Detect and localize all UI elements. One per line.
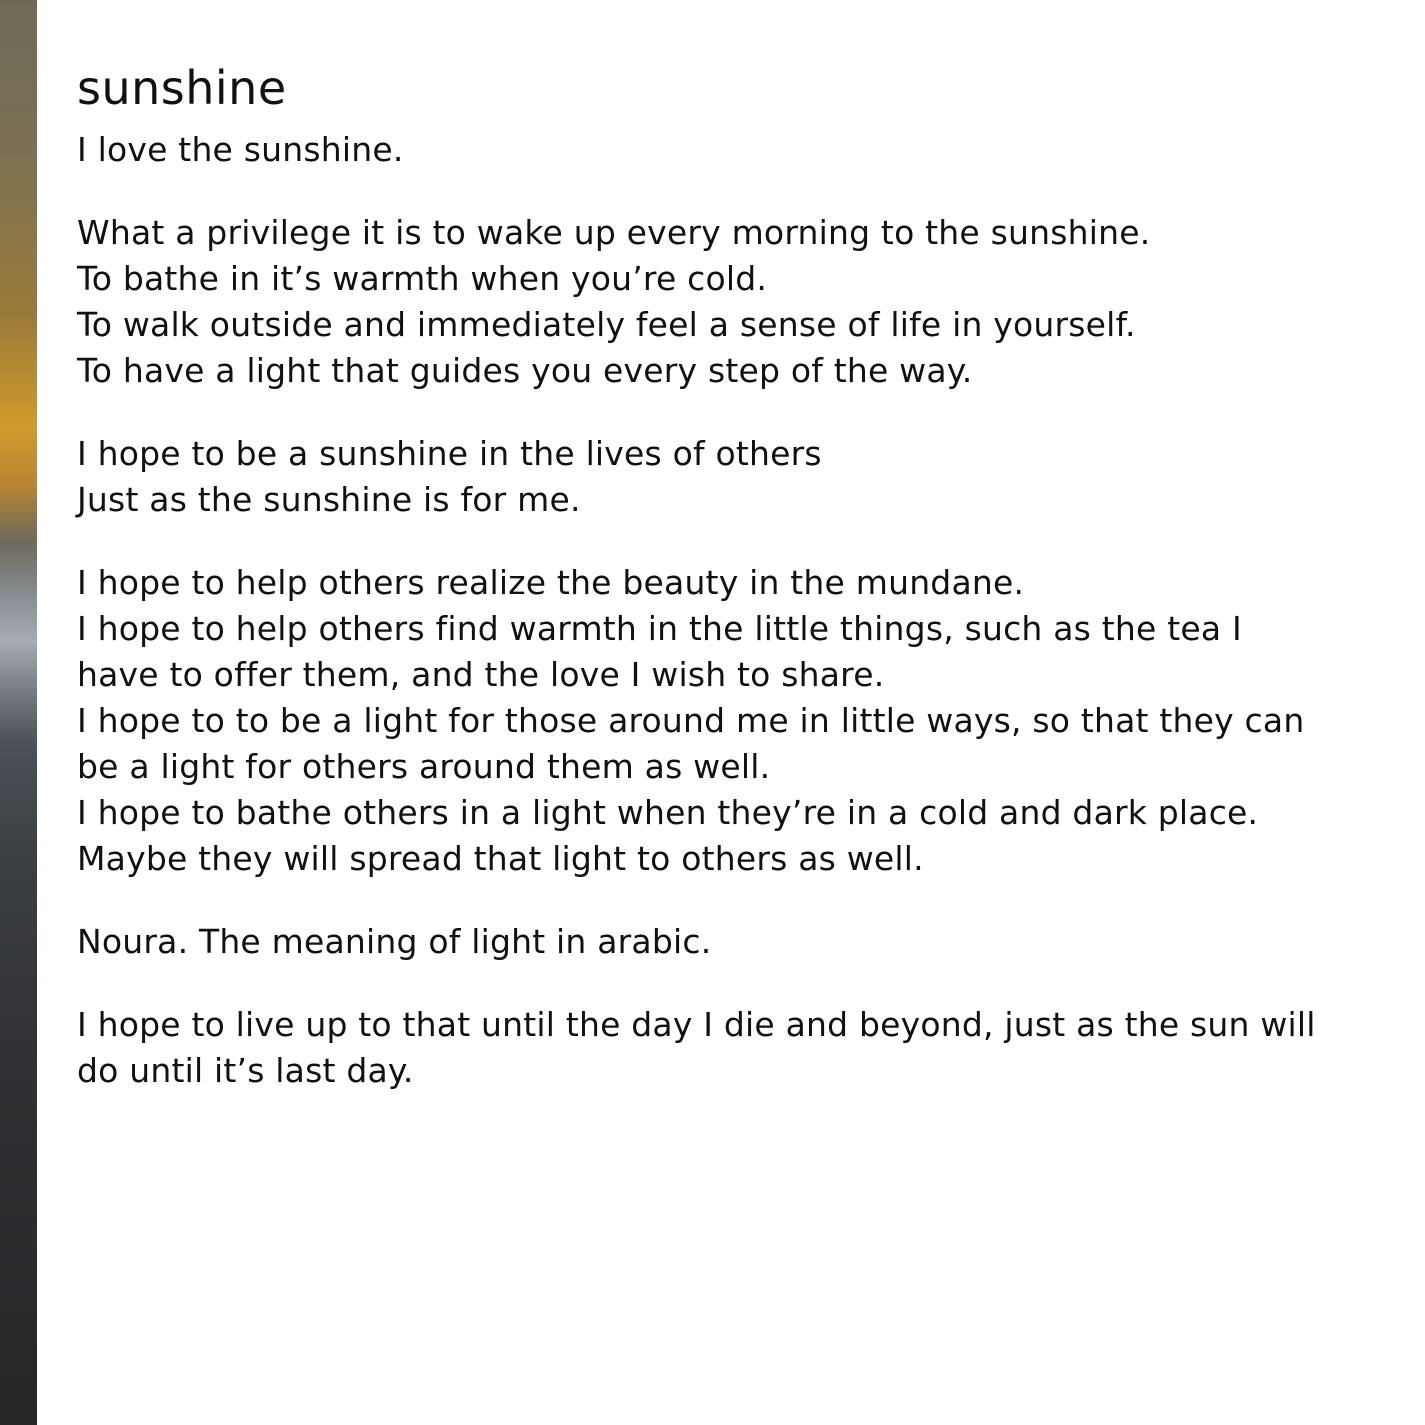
poem-line: Maybe they will spread that light to others as well. — [77, 838, 924, 878]
sunset-photo-strip — [0, 0, 37, 1425]
poem-line: Noura. The meaning of light in arabic. — [77, 921, 712, 961]
poem-line: I hope to bathe others in a light when they’re in a cold and dark place. — [77, 792, 1259, 832]
poem-line: I hope to help others realize the beauty in the mundane. — [77, 562, 1025, 602]
poem-line: I hope to help others find warmth in the little things, such as the tea I — [77, 608, 1242, 648]
poem-line: To walk outside and immediately feel a sense of life in yourself. — [77, 304, 1136, 344]
poem-line: Just as the sunshine is for me. — [77, 479, 581, 519]
poem-line: do until it’s last day. — [77, 1050, 414, 1090]
poem-line: I hope to live up to that until the day I die and beyond, just as the sun will — [77, 1004, 1316, 1044]
poem-title: sunshine — [77, 61, 287, 115]
poem-line: have to offer them, and the love I wish to share. — [77, 654, 885, 694]
stanza-4 — [77, 560, 1377, 882]
stanza-3 — [77, 431, 1377, 523]
poem-line: To bathe in it’s warmth when you’re cold. — [77, 258, 768, 298]
stanza-1 — [77, 127, 1377, 173]
poem-line: be a light for others around them as well. — [77, 746, 771, 786]
poem-line: To have a light that guides you every step of the way. — [77, 350, 973, 390]
poem-line: I love the sunshine. — [77, 129, 404, 169]
stanza-6 — [77, 1002, 1377, 1094]
poem — [77, 62, 1377, 1131]
poem-line: I hope to to be a light for those around me in little ways, so that they can — [77, 700, 1305, 740]
poem-line: I hope to be a sunshine in the lives of others — [77, 433, 822, 473]
stanza-2 — [77, 210, 1377, 394]
stanza-5 — [77, 919, 1377, 965]
poem-line: What a privilege it is to wake up every morning to the sunshine. — [77, 212, 1151, 252]
